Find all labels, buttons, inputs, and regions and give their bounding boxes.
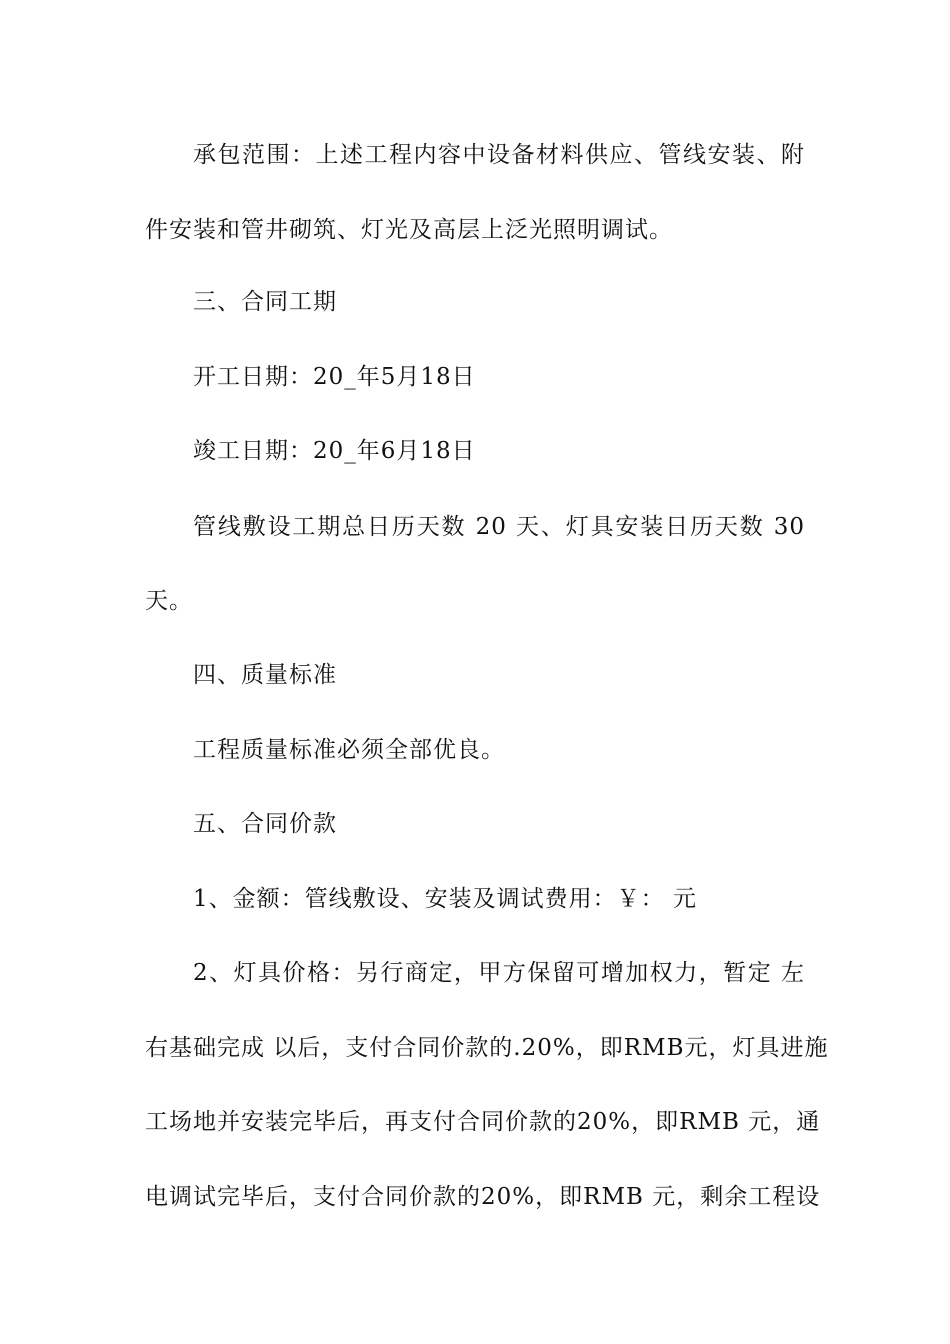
paragraph-line: 工程质量标准必须全部优良。 bbox=[193, 737, 505, 763]
paragraph-line: 管线敷设工期总日历天数 20 天、灯具安装日历天数 30 bbox=[193, 514, 805, 540]
paragraph-line: 工场地并安装完毕后，再支付合同价款的20%，即RMB 元，通 bbox=[145, 1109, 821, 1135]
paragraph-line: 承包范围：上述工程内容中设备材料供应、管线安装、附 bbox=[193, 142, 805, 168]
paragraph-line: 电调试完毕后，支付合同价款的20%，即RMB 元，剩余工程设 bbox=[145, 1184, 821, 1210]
paragraph-line: 竣工日期：20_年6月18日 bbox=[193, 438, 476, 464]
section-heading: 三、合同工期 bbox=[193, 289, 337, 315]
paragraph-line: 天。 bbox=[145, 588, 193, 614]
paragraph-line: 开工日期：20_年5月18日 bbox=[193, 364, 476, 390]
paragraph-line: 1、金额：管线敷设、安装及调试费用：￥： 元 bbox=[193, 886, 697, 912]
section-heading: 四、质量标准 bbox=[193, 662, 337, 688]
section-heading: 五、合同价款 bbox=[193, 811, 337, 837]
paragraph-line: 右基础完成 以后，支付合同价款的.20%，即RMB元，灯具进施 bbox=[145, 1035, 829, 1061]
paragraph-line: 2、灯具价格：另行商定，甲方保留可增加权力，暂定 左 bbox=[193, 960, 805, 986]
paragraph-line: 件安装和管井砌筑、灯光及高层上泛光照明调试。 bbox=[145, 217, 673, 243]
